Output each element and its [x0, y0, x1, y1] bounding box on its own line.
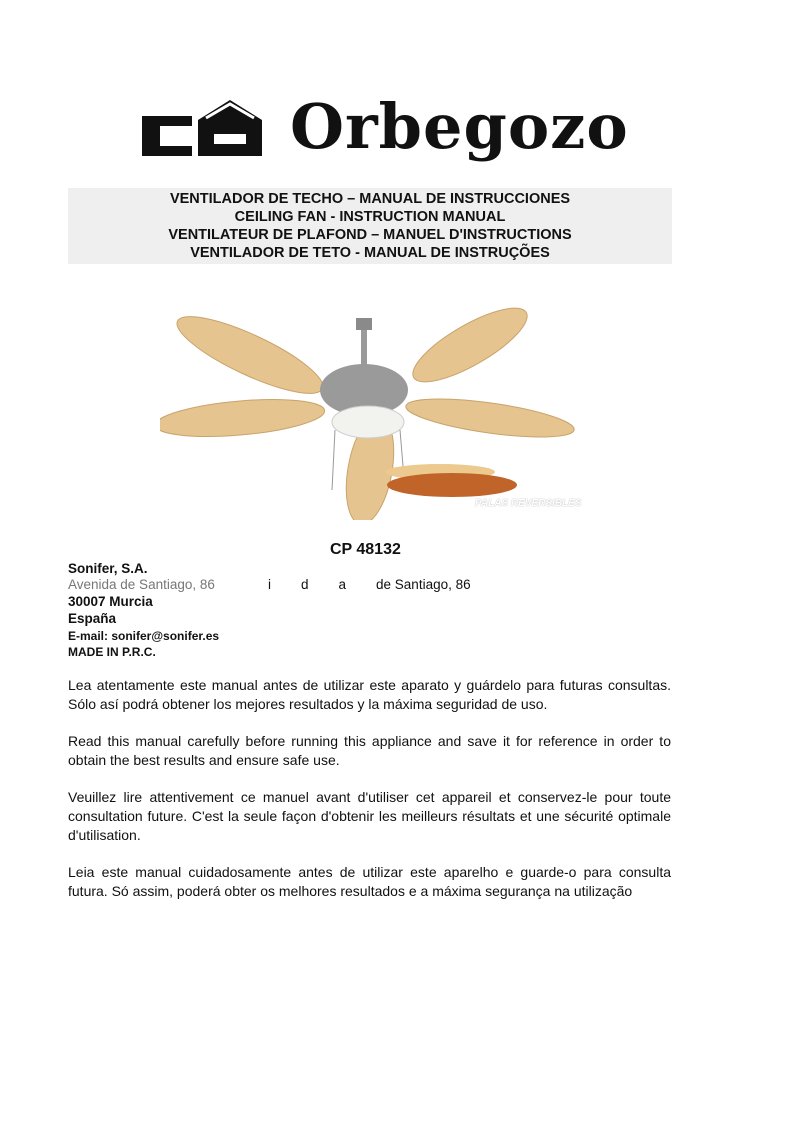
- title-fr: VENTILATEUR DE PLAFOND – MANUEL D'INSTRUCTIONS: [168, 227, 572, 243]
- company-address-duplicate: i d a de Santiago, 86: [268, 577, 471, 592]
- company-city: 30007 Murcia: [68, 594, 153, 609]
- brand-logo: [140, 90, 629, 168]
- intro-paragraph-fr: Veuillez lire attentivement ce manuel avant d'utiliser cet appareil et conservez-le pour toute consultation future. C'est la seule façon d'obtenir les meilleurs résultats et une sécurité optimale d'utilisation.: [68, 789, 671, 843]
- ceiling-fan-image: [160, 300, 600, 520]
- house-logo-icon: [140, 98, 280, 158]
- reversible-blades-caption: PALAS REVERSIBLES: [475, 498, 582, 509]
- intro-paragraph-pt: Leia este manual cuidadosamente antes de utilizar este aparelho e guarde-o para consulta futura. Só assim, poderá obter os melhores resultados e a máxima segurança na utilização: [68, 864, 671, 899]
- model-number: CP 48132: [330, 541, 401, 558]
- company-address: Avenida de Santiago, 86: [68, 577, 215, 592]
- title-block: [68, 188, 672, 264]
- intro-paragraph-es: Lea atentamente este manual antes de utilizar este aparato y guárdelo para futuras consultas. Sólo así podrá obtener los mejores resultados y la máxima seguridad de uso.: [68, 677, 671, 712]
- brand-wordmark: Orbegozo: [290, 90, 629, 163]
- intro-paragraphs: [68, 676, 671, 919]
- title-pt: VENTILADOR DE TETO - MANUAL DE INSTRUÇÕES: [190, 245, 550, 261]
- title-en: CEILING FAN - INSTRUCTION MANUAL: [234, 209, 506, 225]
- company-country: España: [68, 611, 117, 626]
- ceiling-fan-illustration: [160, 300, 600, 520]
- intro-paragraph-en: Read this manual carefully before running this appliance and save it for reference in order to obtain the best results and ensure safe use.: [68, 733, 671, 768]
- made-in: MADE IN P.R.C.: [68, 645, 156, 659]
- company-name: Sonifer, S.A.: [68, 561, 148, 576]
- title-es: VENTILADOR DE TECHO – MANUAL DE INSTRUCCIONES: [169, 191, 571, 207]
- company-email: E-mail: sonifer@sonifer.es: [68, 629, 220, 643]
